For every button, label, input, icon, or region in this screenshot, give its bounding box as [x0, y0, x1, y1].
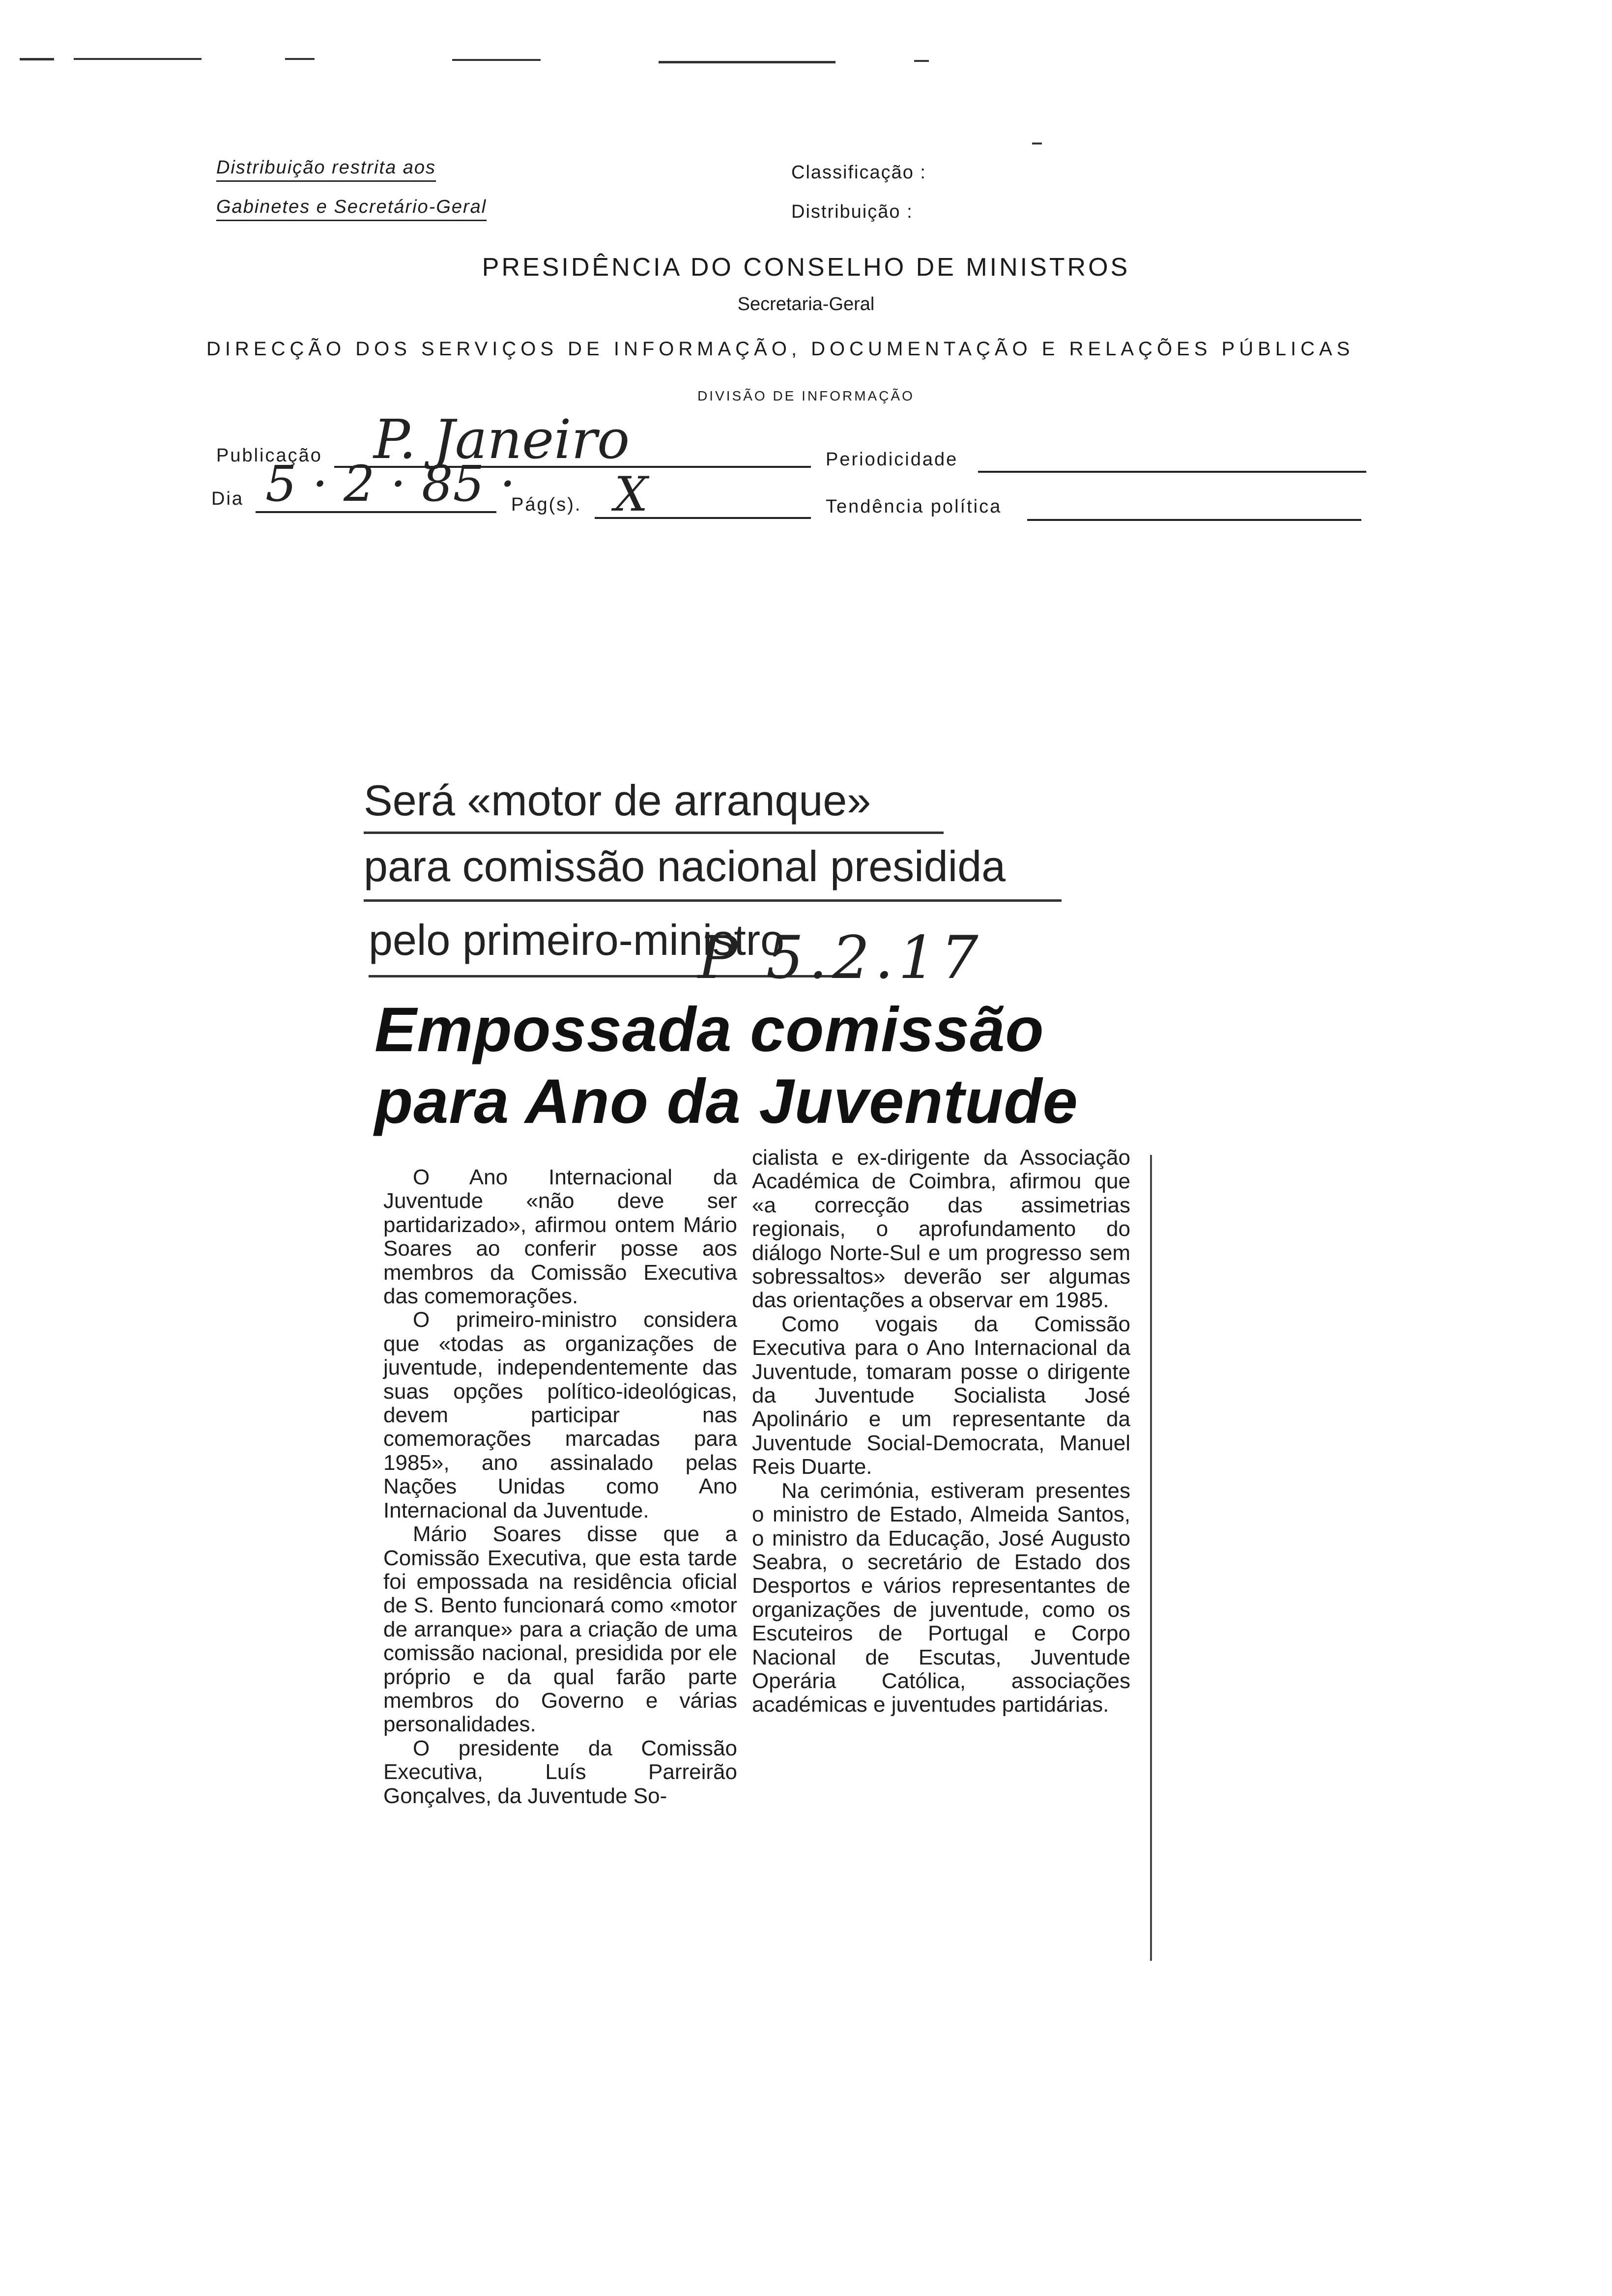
distribution-restricted-line2: Gabinetes e Secretário-Geral — [216, 197, 487, 221]
article-paragraph: Como vogais da Comissão Executiva para o Ano Internacional da Juventude, tomaram posse o dirigente da Juventude Socialista José Apolinário e um representante da Juventude Social-Democrata, Manuel Reis Duarte. — [752, 1312, 1130, 1479]
kicker-line-3: pelo primeiro-ministro — [369, 916, 785, 964]
scan-artifact-2 — [74, 58, 202, 60]
article-paragraph: Mário Soares disse que a Comissão Executiva, que esta tarde foi empossada na residência oficial de S. Bento funcionará como «motor de arranque» para a criação de uma comissão nacional, presidida por ele próprio e da qual farão parte membros do Governo e várias personalidades. — [383, 1522, 737, 1737]
article-paragraph: O Ano Internacional da Juventude «não deve ser partidarizado», afirmou ontem Mário Soares ao conferir posse aos membros da Comissão Executiva das comemorações. — [383, 1165, 737, 1309]
division-title: DIVISÃO DE INFORMAÇÃO — [697, 388, 915, 403]
publicacao-label: Publicação — [216, 445, 322, 466]
scan-artifact-6 — [914, 60, 929, 62]
tendencia-line — [1027, 519, 1361, 521]
article-column-2 — [752, 1146, 1130, 1717]
article-paragraph: O primeiro-ministro considera que «todas as organizações de juventude, independentemente das suas opções político-ideológicas, devem participar nas comemorações marcadas para 1985», ano assinalado pelas Nações Unidas como Ano Internacional da Juventude. — [383, 1308, 737, 1522]
distribution-restricted-line1: Distribuição restrita aos — [216, 157, 436, 182]
article-paragraph: cialista e ex-dirigente da Associação Académica de Coimbra, afirmou que «a correcção das assimetrias regionais, o aprofundamento do diálogo Norte-Sul e um progresso sem sobressaltos» deverão ser algumas das orientações a observar em 1985. — [752, 1146, 1130, 1313]
publicacao-handwritten: P. Janeiro — [374, 408, 630, 471]
article-paragraph: O presidente da Comissão Executiva, Luís Parreirão Gonçalves, da Juventude So- — [383, 1736, 737, 1808]
classificacao-label: Classificação : — [791, 162, 926, 183]
column-rule-right — [1150, 1155, 1152, 1961]
scan-artifact-1 — [20, 58, 54, 60]
kicker-line-2: para comissão nacional presidida — [364, 842, 1006, 890]
article-column-1 — [383, 1166, 737, 1808]
periodicidade-line — [978, 471, 1366, 473]
tendencia-label: Tendência política — [826, 496, 1002, 517]
kicker-rule-1 — [364, 832, 944, 834]
scan-artifact-7 — [1032, 143, 1042, 144]
scan-artifact-3 — [285, 58, 315, 60]
dia-label: Dia — [211, 488, 244, 509]
directorate-title: DIRECÇÃO DOS SERVIÇOS DE INFORMAÇÃO, DOCUMENTAÇÃO E RELAÇÕES PÚBLICAS — [206, 338, 1354, 360]
org-subtitle: Secretaria-Geral — [737, 294, 875, 315]
scan-artifact-4 — [452, 59, 541, 61]
handwritten-annotation: P 5.2.17 — [698, 924, 983, 992]
dia-handwritten: 5 · 2 · 85 · — [265, 455, 516, 513]
distribuicao-label: Distribuição : — [791, 201, 913, 222]
headline-line-2: para Ano da Juventude — [374, 1066, 1078, 1137]
org-title: PRESIDÊNCIA DO CONSELHO DE MINISTROS — [482, 253, 1130, 282]
pags-label: Pág(s). — [511, 494, 582, 515]
pags-handwritten: X — [614, 467, 648, 522]
scan-artifact-5 — [659, 61, 835, 63]
kicker-line-1: Será «motor de arranque» — [364, 776, 871, 825]
headline-line-1: Empossada comissão — [374, 995, 1044, 1065]
kicker-rule-2 — [364, 899, 1062, 902]
article-paragraph: Na cerimónia, estiveram presentes o ministro de Estado, Almeida Santos, o ministro da Educação, José Augusto Seabra, o secretário de Estado dos Desportos e vários representantes de organizações de juventude, como os Escuteiros de Portugal e Corpo Nacional de Escutas, Juventude Operária Católica, associações académicas e juventudes partidárias. — [752, 1478, 1130, 1717]
periodicidade-label: Periodicidade — [826, 449, 958, 470]
